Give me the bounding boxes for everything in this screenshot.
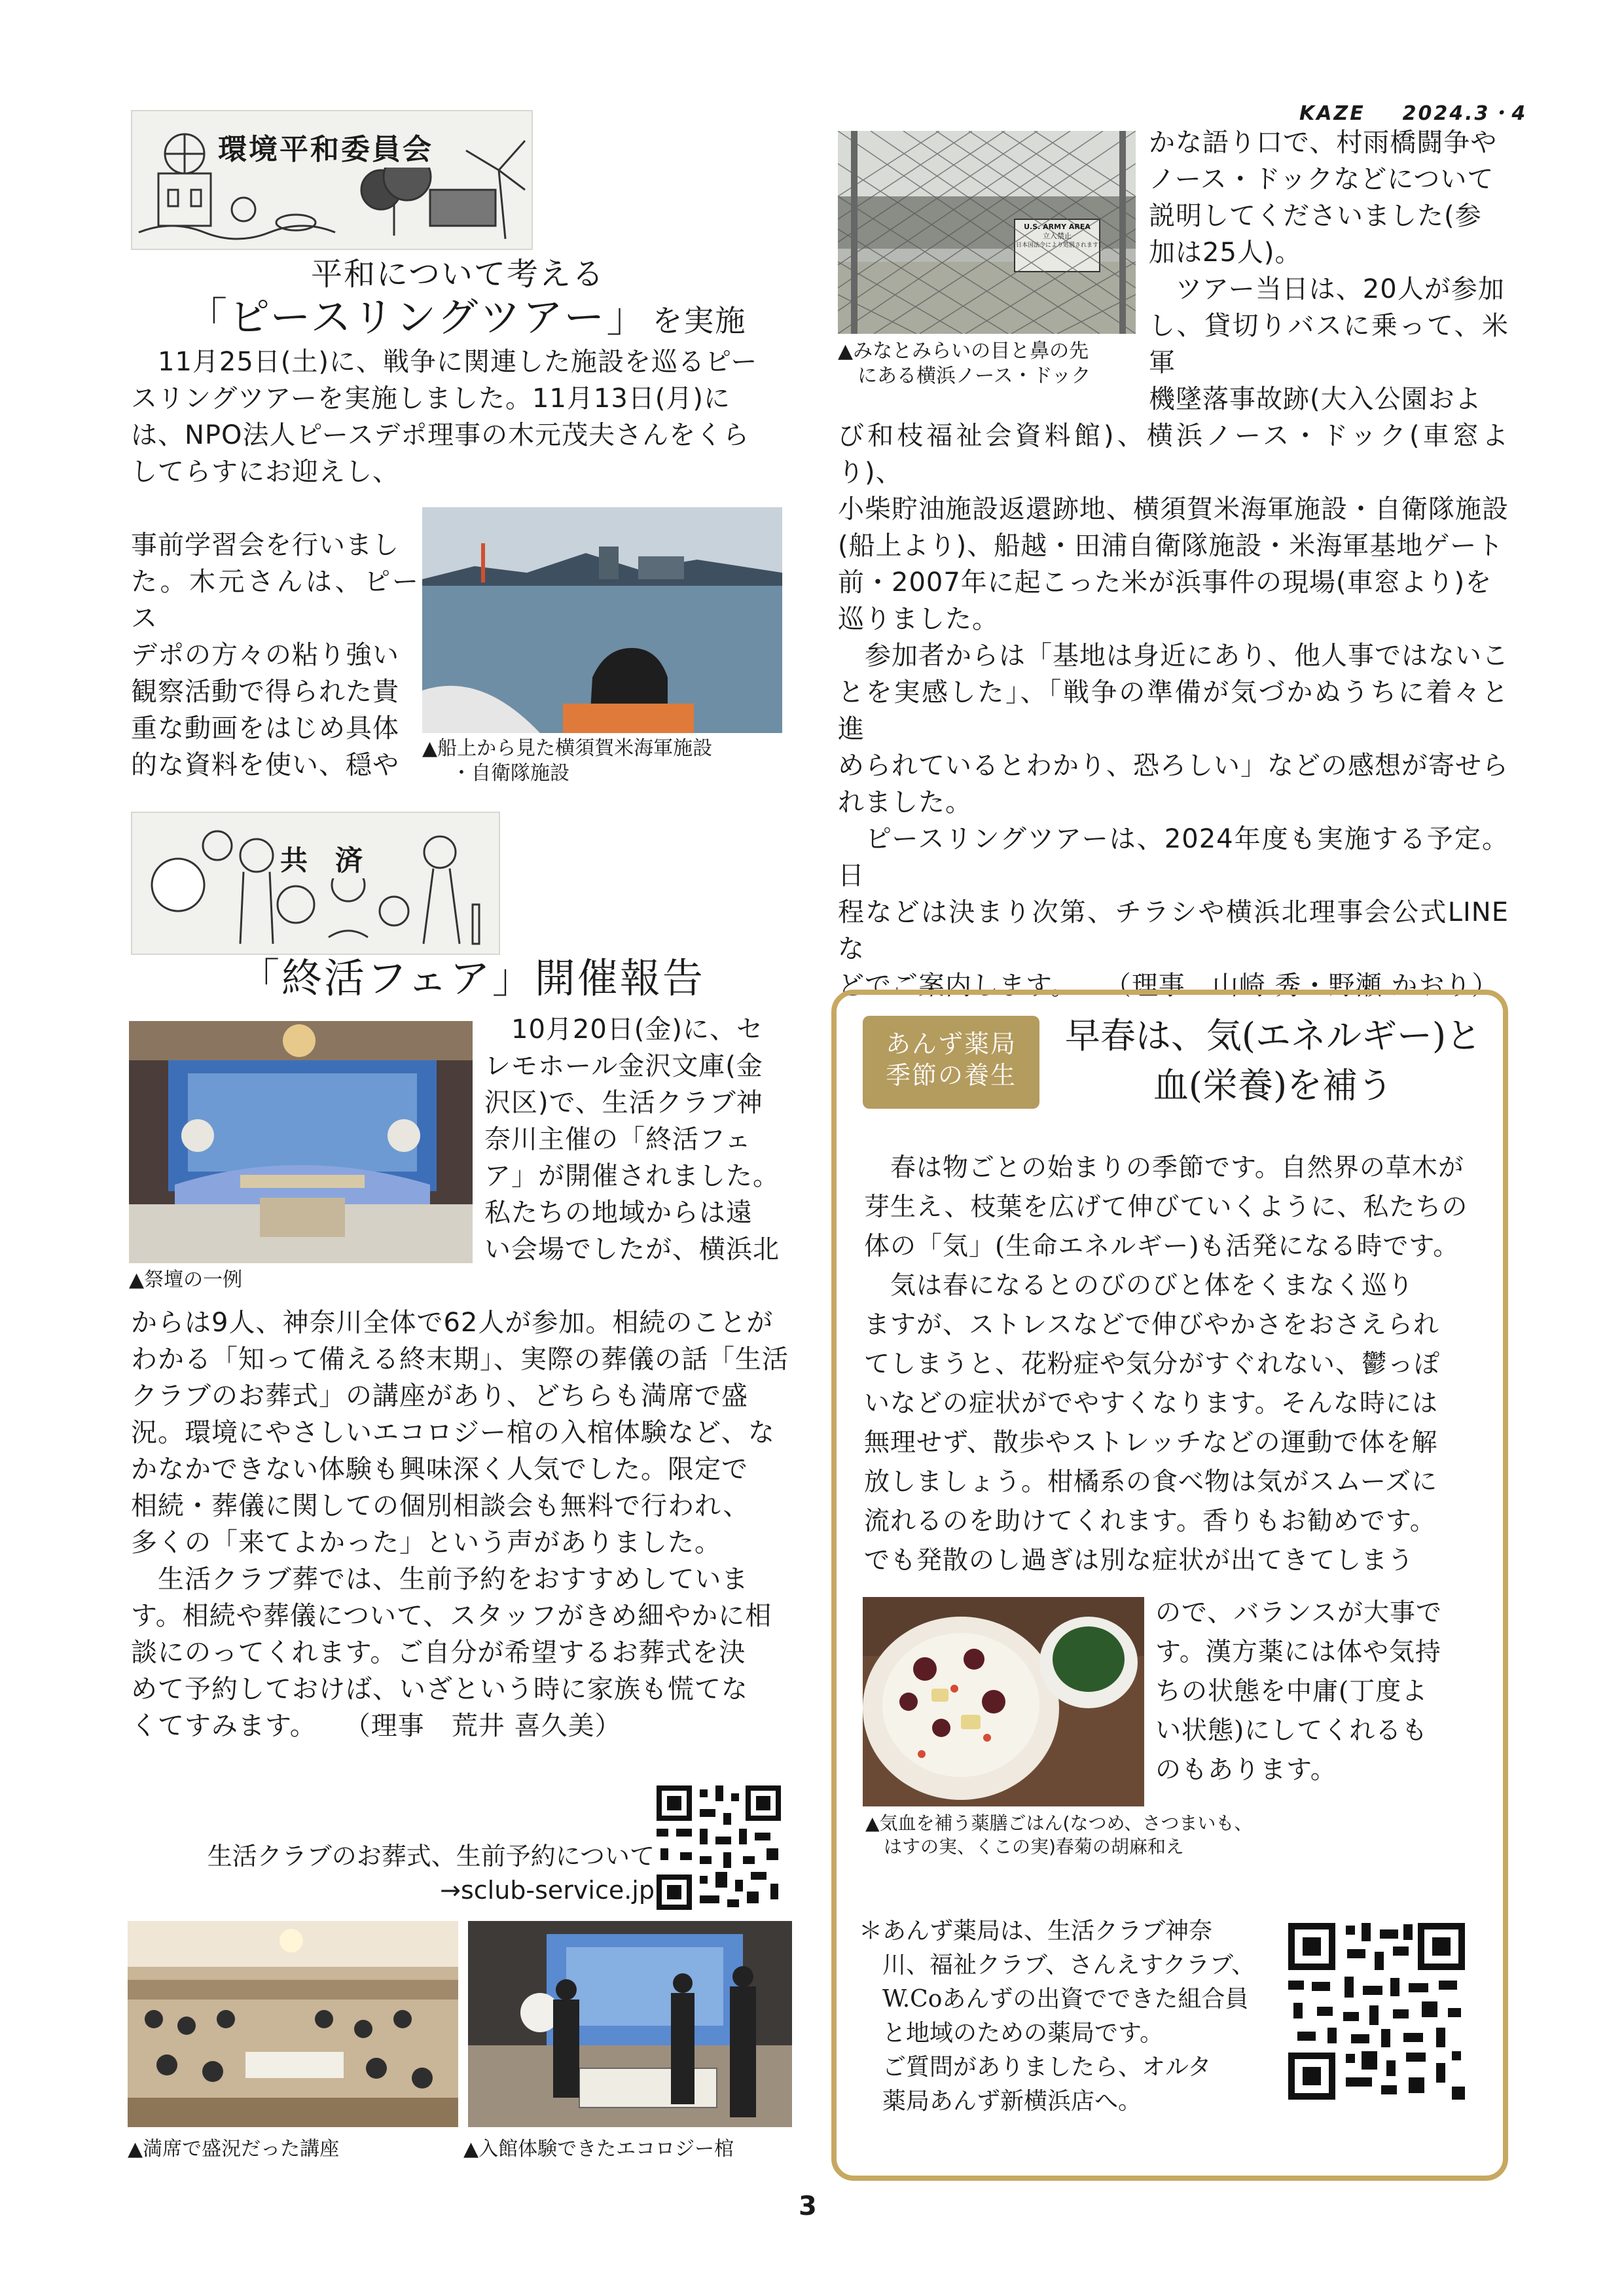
text-line: ア」が開催されました。 [484, 1161, 780, 1191]
anzu-title-line1: 早春は、気(エネルギー)と [1064, 1015, 1482, 1056]
text-line: 放しましょう。柑橘系の食べ物は気がスムーズに [864, 1467, 1438, 1497]
sign-text [1016, 223, 1098, 250]
text-line: い状態)にしてくれるも [1155, 1716, 1428, 1746]
badge-line2: 季節の養生 [885, 1061, 1017, 1090]
sign-line: 日本国法令により処罰されます [1016, 242, 1099, 249]
text-line: ノース・ドックなどについて [1149, 164, 1494, 194]
text-line: 流れるのを助けてくれます。香りもお勧めです。 [864, 1507, 1436, 1536]
photo-seminar [128, 1921, 458, 2127]
caption-coffin: ▲入館体験できたエコロジー棺 [463, 2138, 734, 2161]
kyosai-body [131, 1304, 792, 1744]
text-line: れました。 [838, 787, 972, 817]
qr-code-sclub[interactable] [657, 1785, 781, 1910]
seminar-scene [128, 1921, 458, 2127]
text-line: 体の「気」(生命エネルギー)も活発になる時です。 [864, 1232, 1460, 1261]
section-header-peace [131, 110, 533, 250]
text-line: た。木元さんは、ピース [131, 567, 419, 634]
note-line: と地域のための薬局です。 [882, 2020, 1164, 2047]
text-line: レモホール金沢文庫(金 [484, 1051, 763, 1081]
photo-coffin [468, 1921, 792, 2127]
boat-scene [422, 507, 782, 733]
text-line: 観察活動で得られた貴 [131, 677, 399, 707]
text-line: 参加者からは「基地は身近にあり、他人事ではないこ [838, 641, 1509, 671]
text-line: どでご案内します。 （理事 山崎 秀・野瀬 かおり） [838, 971, 1499, 1001]
magazine-header [1299, 97, 1527, 126]
text-line: クラブのお葬式」の講座があり、どちらも満席で盛 [131, 1381, 748, 1411]
note-line: 川、福祉クラブ、さんえすクラブ、 [882, 1952, 1255, 1979]
text-line: 事前学習会を行いまし [131, 530, 399, 560]
text-line: び和枝福祉会資料館)、横浜ノース・ドック(車窓より)、 [838, 421, 1509, 488]
kyosai-header-illustration [132, 813, 499, 954]
section-label-kyosai: 共 済 [276, 839, 367, 878]
text-line: 加は25人)。 [1149, 238, 1302, 268]
text-line: 沢区)で、生活クラブ神 [484, 1088, 763, 1118]
text-line: す。相続や葬儀について、スタッフがきめ細やかに相 [131, 1601, 772, 1631]
sign-line: 立入禁止 [1043, 232, 1072, 240]
text-line: かな語り口で、村雨橋闘争や [1149, 128, 1498, 158]
peace-body-right-narrow [1149, 124, 1509, 418]
qr-code-icon [1288, 1923, 1465, 2100]
caption-line: はすの実、くこの実)春菊の胡麻和え [884, 1836, 1184, 1857]
text-line: は、NPO法人ピースデポ理事の木元茂夫さんをくら [131, 420, 750, 450]
caption-boat [422, 736, 789, 786]
anzu-title-line2: 血(栄養)を補う [1153, 1065, 1394, 1106]
peace-body-right [838, 418, 1509, 1004]
text-line: 10月20日(金)に、セ [484, 1014, 764, 1045]
text-line: 春は物ごとの始まりの季節です。自然界の草木が [864, 1153, 1464, 1183]
text-line: スリングツアーを実施しました。11月13日(月)に [131, 384, 731, 414]
peace-body-narrow [131, 527, 419, 783]
anzu-title [1051, 1011, 1496, 1111]
peace-kicker: 平和について考える [311, 256, 605, 293]
anzu-note [859, 1914, 1291, 2119]
caption-north-dock [838, 339, 1146, 389]
text-line: 無理せず、散歩やストレッチなどの運動で体を解 [864, 1428, 1438, 1458]
anzu-badge [863, 1016, 1039, 1109]
text-line: 談にのってくれます。ご自分が希望するお葬式を決 [131, 1638, 746, 1668]
photo-yokosuka-boat [422, 507, 782, 733]
badge-line1: あんず薬局 [885, 1030, 1017, 1058]
section-label-peace: 環境平和委員会 [214, 126, 437, 168]
page-number: 3 [799, 2191, 817, 2221]
note-line: ＊あんず薬局は、生活クラブ神奈 [859, 1918, 1213, 1945]
caption-altar: ▲祭壇の一例 [129, 1268, 243, 1291]
text-line: (船上より)、船越・田浦自衛隊施設・米海軍基地ゲート [838, 531, 1504, 561]
photo-yakuzen [863, 1597, 1144, 1806]
text-line: てしまうと、花粉症や気分がすぐれない、鬱っぽ [864, 1350, 1441, 1379]
link-label: 生活クラブのお葬式、生前予約について [207, 1842, 655, 1871]
text-line: かなかできない体験も興味深く人気でした。限定で [131, 1454, 748, 1484]
text-line: 小柴貯油施設返還跡地、横須賀米海軍施設・自衛隊施設 [838, 494, 1509, 524]
text-line: 巡りました。 [838, 604, 999, 634]
text-line: くてすみます。 （理事 荒井 喜久美） [131, 1711, 622, 1741]
text-line: い会場でしたが、横浜北 [484, 1234, 780, 1265]
altar-scene [129, 1021, 473, 1263]
kyosai-title: 「終活フェア」開催報告 [239, 954, 705, 1002]
text-line: ちの状態を中庸(丁度よ [1155, 1677, 1428, 1706]
sign-line: U.S. ARMY AREA [1024, 223, 1091, 231]
peace-title-suffix: を実施 [652, 303, 747, 338]
caption-line: ・自衛隊施設 [452, 762, 569, 785]
peace-body-top [131, 344, 785, 490]
text-line: 説明してくださいました(参 [1149, 201, 1482, 231]
caption-line: ▲船上から見た横須賀米海軍施設 [422, 737, 713, 760]
note-line: ご質問がありましたら、オルタ [882, 2054, 1212, 2081]
caption-seminar: ▲満席で盛況だった講座 [128, 2138, 340, 2161]
anzu-body-narrow [1155, 1594, 1483, 1790]
note-line: 薬局あんず新横浜店へ。 [882, 2088, 1142, 2115]
note-line: W.Coあんずの出資でできた組合員 [882, 1986, 1249, 2013]
text-line: ツアー当日は、20人が参加 [1149, 274, 1505, 304]
qr-code-icon [657, 1785, 781, 1910]
text-line: し、貸切りバスに乗って、米軍 [1149, 311, 1509, 378]
text-line: わかる「知って備える終末期」、実際の葬儀の話「生活 [131, 1344, 789, 1374]
text-line: ますが、ストレスなどで伸びやかさをおさえられ [864, 1310, 1439, 1340]
text-line: 奈川主催の「終活フェ [484, 1124, 751, 1155]
caption-yakuzen [865, 1812, 1271, 1859]
text-line: められているとわかり、恐ろしい」などの感想が寄せら [838, 751, 1509, 781]
text-line: 気は春になるとのびのびと体をくまなく巡り [864, 1271, 1415, 1300]
text-line: す。漢方薬には体や気持 [1155, 1638, 1441, 1667]
text-line: からは9人、神奈川全体で62人が参加。相続のことが [131, 1308, 774, 1338]
caption-line: ▲気血を補う薬膳ごはん(なつめ、さつまいも、 [865, 1812, 1253, 1834]
magazine-name: KAZE [1299, 102, 1365, 125]
text-line: 前・2007年に起こった米が浜事件の現場(車窓より)を [838, 567, 1492, 598]
text-line: 多くの「来てよかった」という声がありました。 [131, 1528, 721, 1558]
photo-altar [129, 1021, 473, 1263]
section-header-kyosai [131, 812, 500, 955]
text-line: ので、バランスが大事で [1155, 1598, 1443, 1628]
text-line: 相続・葬儀に関しての個別相談会も無料で行われ、 [131, 1491, 750, 1521]
issue-date: 2024.3・4 [1402, 102, 1528, 125]
text-line: デポの方々の粘り強い [131, 640, 399, 670]
coffin-scene [468, 1921, 792, 2127]
text-line: でも発散のし過ぎは別な症状が出てきてしまう [864, 1546, 1415, 1575]
yakuzen-scene [863, 1597, 1144, 1806]
photo-north-dock [838, 131, 1136, 334]
kyosai-link [157, 1839, 655, 1907]
text-line: 的な資料を使い、穏や [131, 750, 399, 780]
text-line: ピースリングツアーは、2024年度も実施する予定。日 [838, 824, 1509, 891]
text-line: 私たちの地域からは遠 [484, 1198, 753, 1228]
text-line: 重な動画をはじめ具体 [131, 713, 399, 744]
link-url[interactable]: →sclub-service.jp [440, 1876, 655, 1905]
peace-title [187, 285, 776, 343]
text-line: 生活クラブ葬では、生前予約をおすすめしていま [131, 1564, 749, 1594]
text-line: 機墜落事故跡(大入公園およ [1149, 384, 1482, 414]
text-line: のもあります。 [1155, 1755, 1337, 1785]
text-line: いなどの症状がでやすくなります。そんな時には [864, 1389, 1438, 1418]
qr-code-anzu[interactable] [1288, 1923, 1465, 2100]
anzu-body [864, 1149, 1476, 1581]
kyosai-body-narrow [484, 1011, 792, 1268]
text-line: 程などは決まり次第、チラシや横浜北理事会公式LINEな [838, 897, 1509, 964]
text-line: 11月25日(土)に、戦争に関連した施設を巡るピー [131, 347, 758, 377]
caption-line: ▲みなとみらいの目と鼻の先 [838, 340, 1089, 363]
caption-line: にある横浜ノース・ドック [857, 365, 1091, 387]
text-line: 況。環境にやさしいエコロジー棺の入棺体験など、な [131, 1418, 775, 1448]
text-line: とを実感した」、「戦争の準備が気づかぬうちに着々と進 [838, 677, 1509, 744]
text-line: 芽生え、枝葉を広げて伸びていくように、私たちの [864, 1193, 1468, 1222]
peace-title-main: 「ピースリングツアー」 [187, 293, 649, 341]
text-line: してらすにお迎えし、 [131, 457, 399, 487]
text-line: めて予約しておけば、いざという時に家族も慌てな [131, 1674, 748, 1704]
